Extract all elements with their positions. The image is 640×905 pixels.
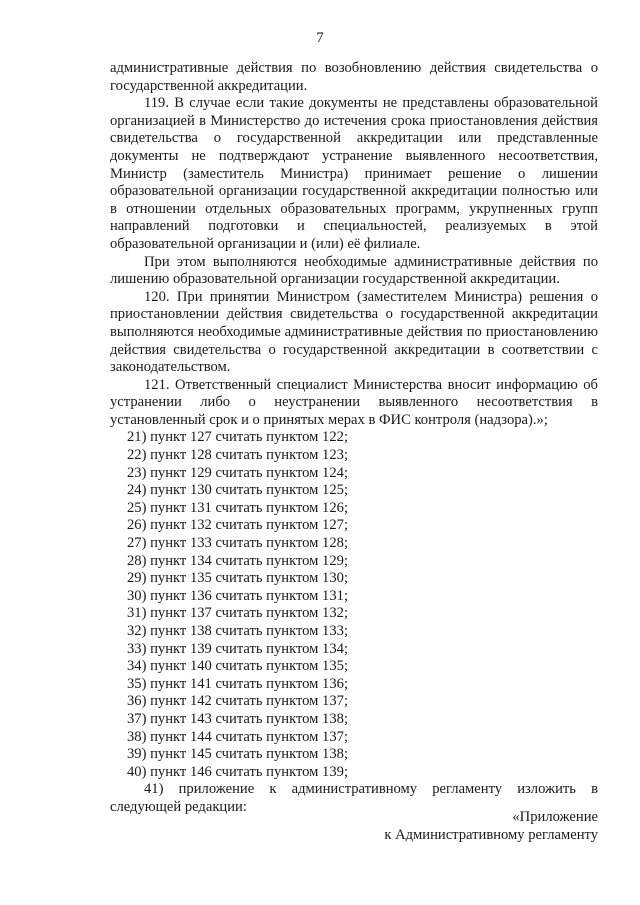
paragraph-121: 121. Ответственный специалист Министерства вносит информацию об устранении либо о неустранении выявленного несоответствия в установленный срок и о принятых мерах в ФИС контроля (надзора).»; — [110, 376, 598, 428]
document-body — [110, 60, 598, 817]
list-item: 30) пункт 136 считать пунктом 131; — [127, 587, 349, 604]
paragraph-119-note: При этом выполняются необходимые административные действия по лишению образовательной организации государственной аккредитации. — [110, 253, 598, 288]
list-item: 21) пункт 127 считать пунктом 122; — [127, 429, 349, 446]
list-item: 36) пункт 142 считать пунктом 137; — [127, 693, 349, 710]
list-item: 39) пункт 145 считать пунктом 138; — [127, 746, 349, 763]
list-item: 33) пункт 139 считать пунктом 134; — [127, 640, 349, 657]
list-item: 23) пункт 129 считать пунктом 124; — [127, 464, 349, 481]
page-number: 7 — [316, 30, 324, 46]
list-item: 38) пункт 144 считать пунктом 137; — [127, 728, 349, 745]
list-item: 35) пункт 141 считать пунктом 136; — [127, 675, 349, 692]
list-item: 28) пункт 134 считать пунктом 129; — [127, 552, 349, 569]
paragraph-continuation: административные действия по возобновлению действия свидетельства о государственной аккредитации. — [110, 60, 598, 94]
list-item: 29) пункт 135 считать пунктом 130; — [127, 570, 349, 587]
paragraph-119: 119. В случае если такие документы не представлены образовательной организацией в Министерство до истечения срока приостановления действия свидетельства о государственной аккредитации или представленные документы не подтверждают устранение выявленного несоответствия, Министр (заместитель Министра) принимает решение о лишении образовательной организации государственной аккредитации полностью или в отношении отдельных образовательных программ, укрупненных групп направлений подготовки и специальностей, реализуемых в этой образовательной организации и (или) её филиале. — [110, 95, 598, 252]
renumber-list — [110, 429, 598, 781]
list-item: 24) пункт 130 считать пунктом 125; — [127, 482, 349, 499]
list-item: 25) пункт 131 считать пунктом 126; — [127, 499, 349, 516]
list-item: 32) пункт 138 считать пунктом 133; — [127, 623, 349, 639]
appendix-heading-line2: к Административному регламенту — [384, 827, 598, 843]
list-item: 37) пункт 143 считать пунктом 138; — [127, 710, 349, 727]
list-item: 22) пункт 128 считать пунктом 123; — [127, 447, 349, 464]
list-item: 27) пункт 133 считать пунктом 128; — [127, 535, 349, 552]
item-41: 41) приложение к административному регламенту изложить в следующей редакции: — [110, 781, 598, 815]
appendix-heading-line1: «Приложение — [512, 809, 598, 825]
paragraph-120: 120. При принятии Министром (заместителем Министра) решения о приостановлении действия свидетельства о государственной аккредитации выполняются необходимые административные действия по приостановлению действия свидетельства о государственной аккредитации в соответствии с законодательством. — [110, 288, 598, 376]
list-item: 34) пункт 140 считать пунктом 135; — [127, 658, 349, 675]
list-item: 40) пункт 146 считать пунктом 139; — [127, 763, 349, 780]
list-item: 31) пункт 137 считать пунктом 132; — [127, 605, 349, 622]
list-item: 26) пункт 132 считать пунктом 127; — [127, 517, 349, 534]
